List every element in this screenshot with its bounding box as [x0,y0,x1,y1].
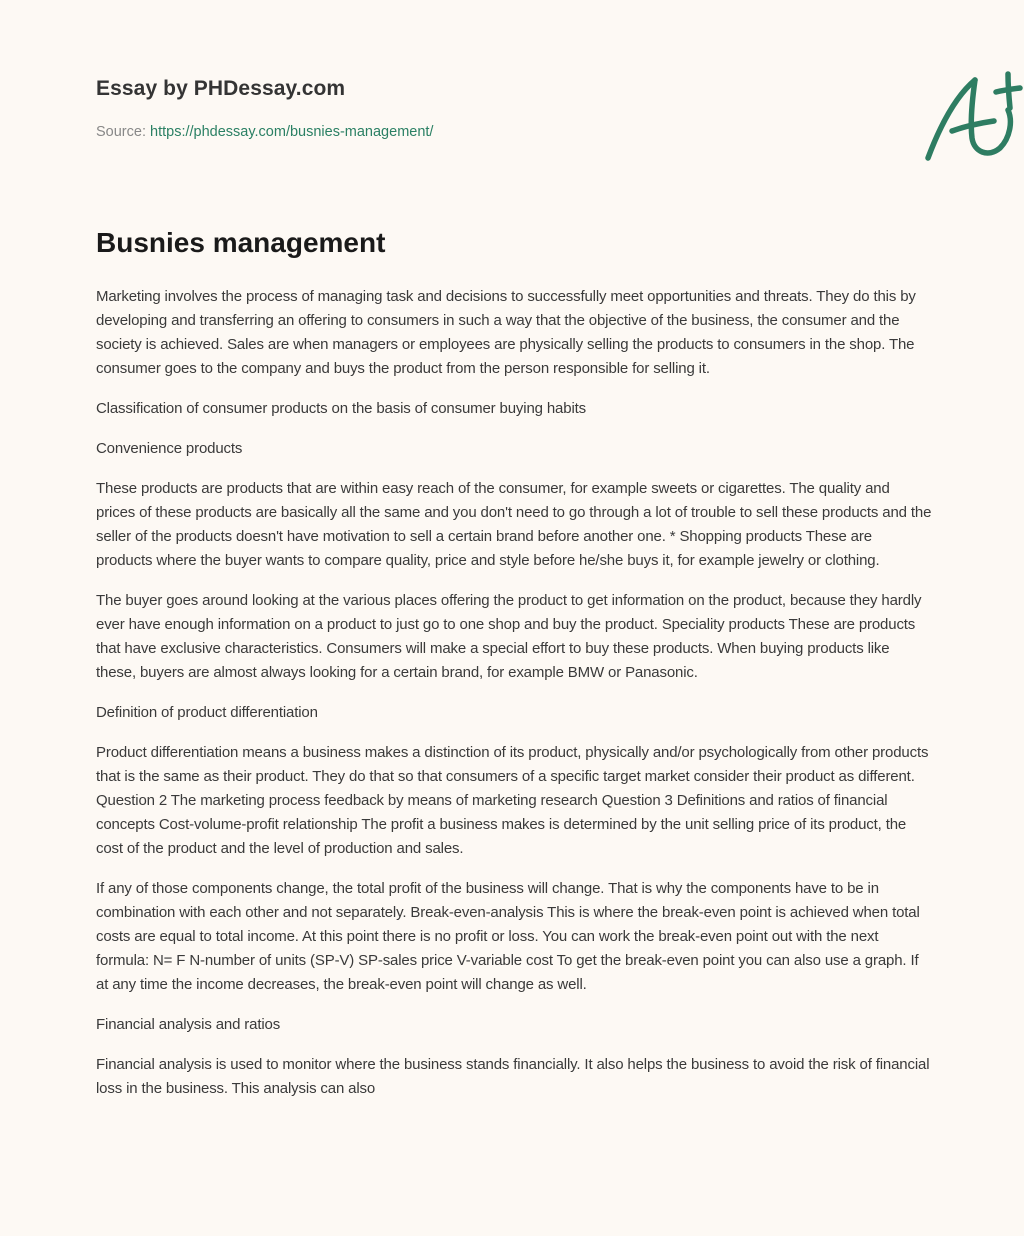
section-heading: Financial analysis and ratios [96,1016,281,1033]
paragraph: The buyer goes around looking at the various places offering the product to get information on the product, because they hardly ever have enough information on a product to just go to one shop and buy the product. Speciality products These are products that have exclusive characteristics. Consumers will make a special effort to buy these products. When buying products like these, buyers are almost always looking for a certain brand, for example BMW or Panasonic. [96,592,922,681]
source-line [96,124,433,140]
section-heading: Classification of consumer products on the basis of consumer buying habits [96,400,586,417]
a-plus-grade-icon [918,66,1024,166]
paragraph: Product differentiation means a business makes a distinction of its product, physically and/or psychologically from other products that is the same as their product. They do that so that consumers of a specific target market consider their product as different. Question 2 The marketing process feedback by means of marketing research Question 3 Definitions and ratios of financial concepts Cost-volume-profit relationship The profit a business makes is determined by the unit selling price of its product, the cost of the product and the level of production and sales. [96,744,929,857]
paragraph: If any of those components change, the total profit of the business will change. That is why the components have to be in combination with each other and not separately. Break-even-analysis This is where the break-even point is achieved when total costs are equal to total income. At this point there is no profit or loss. You can work the break-even point out with the next formula: N= F N-number of units (SP-V) SP-sales price V-variable cost To get the break-even point you can also use a graph. If at any time the income decreases, the break-even point will change as well. [96,880,920,993]
paragraph: These products are products that are within easy reach of the consumer, for example sweets or cigarettes. The quality and prices of these products are basically all the same and you don't need to go through a lot of trouble to sell these products and the seller of the products doesn't have motivation to sell a certain brand before another one. * Shopping products These are products where the buyer wants to compare quality, price and style before he/she buys it, for example jewelry or clothing. [96,480,932,569]
paragraph: Financial analysis is used to monitor where the business stands financially. It also helps the business to avoid the risk of financial loss in the business. This analysis can also [96,1056,930,1097]
section-heading: Definition of product differentiation [96,704,318,721]
page-title: Busnies management [96,227,386,258]
paragraph: Marketing involves the process of managing task and decisions to successfully meet opportunities and threats. They do this by developing and transferring an offering to consumers in such a way that the objective of the business, the consumer and the society is achieved. Sales are when managers or employees are physically selling the products to consumers in the shop. The consumer goes to the company and buys the product from the person responsible for selling it. [96,288,916,377]
site-brand: Essay by PHDessay.com [96,77,346,100]
article-body [96,285,932,1117]
source-link[interactable]: https://phdessay.com/busnies-management/ [150,124,434,140]
source-label: Source: [96,124,146,140]
section-heading: Convenience products [96,440,243,457]
